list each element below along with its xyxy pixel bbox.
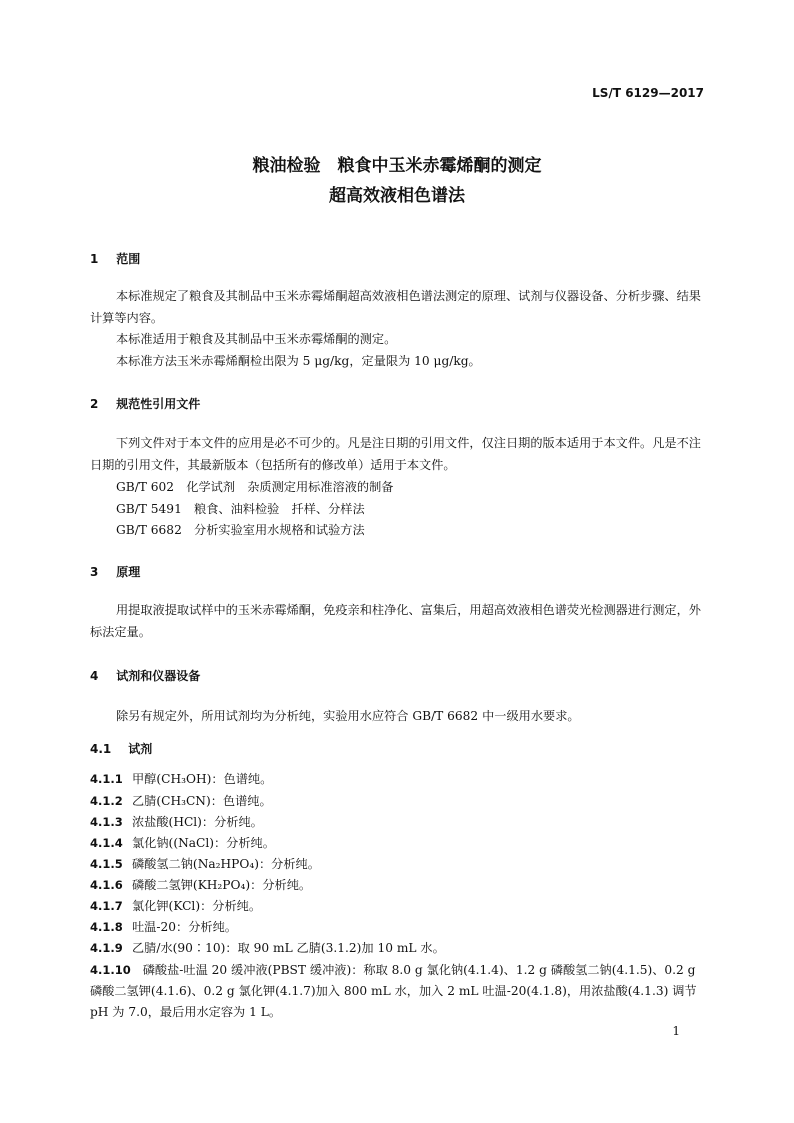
item-number: 4.1.5 <box>90 857 123 871</box>
reagent-item <box>90 855 320 872</box>
subsection-number: 4.1 <box>90 742 112 756</box>
section-heading-principle <box>90 563 140 580</box>
item-number: 4.1.9 <box>90 941 123 955</box>
item-text: 磷酸氢二钠(Na₂HPO₄)：分析纯。 <box>132 857 320 871</box>
reagents-equipment-paragraph: 除另有规定外，所用试剂均为分析纯，实验用水应符合 GB/T 6682 中一级用水要求。 <box>116 709 580 723</box>
section-heading-reagents-equipment <box>90 667 200 684</box>
subsection-title: 试剂 <box>128 742 153 756</box>
item-text: 磷酸二氢钾(KH₂PO₄)：分析纯。 <box>132 878 312 892</box>
item-number: 4.1.3 <box>90 815 123 829</box>
item-number: 4.1.6 <box>90 878 123 892</box>
section-title: 规范性引用文件 <box>116 397 201 411</box>
standard-number: LS/T 6129—2017 <box>592 86 704 100</box>
subsection-heading-reagents <box>90 740 152 757</box>
item-text: 浓盐酸(HCl)：分析纯。 <box>132 815 263 829</box>
scope-paragraph-3: 本标准方法玉米赤霉烯酮检出限为 5 μg/kg，定量限为 10 μg/kg。 <box>116 354 481 368</box>
reagent-item <box>90 918 237 935</box>
reagent-item-buffer <box>90 960 710 1023</box>
reagent-item <box>90 876 311 893</box>
document-title-line1: 粮油检验 粮食中玉米赤霉烯酮的测定 <box>252 156 542 176</box>
page-number: 1 <box>672 1024 680 1038</box>
section-heading-scope <box>90 250 140 267</box>
scope-paragraph-1: 本标准规定了粮食及其制品中玉米赤霉烯酮超高效液相色谱法测定的原理、试剂与仪器设备、分析步骤、结果计算等内容。 <box>90 289 701 325</box>
reagent-item <box>90 939 445 956</box>
normative-references-paragraph: 下列文件对于本文件的应用是必不可少的。凡是注日期的引用文件，仅注日期的版本适用于本文件。凡是不注日期的引用文件，其最新版本（包括所有的修改单）适用于本文件。 <box>90 436 701 472</box>
item-text: 甲醇(CH₃OH)：色谱纯。 <box>132 772 273 786</box>
item-text: 磷酸盐-吐温 20 缓冲液(PBST 缓冲液)：称取 8.0 g 氯化钠(4.1.4)、1.2 g 磷酸氢二钠(4.1.5)、0.2 g 磷酸二氢钾(4.1.6)、0.2 g 氯化钾(4.1.7)加入 800 mL 水，加入 2 mL 吐温-20(4.1.8)，用浓盐酸(4.1.3) 调节 pH 为 7.0，最后用水定容为 1 L。 <box>90 963 697 1019</box>
reference-item: GB/T 6682 分析实验室用水规格和试验方法 <box>116 523 365 537</box>
reagent-item <box>90 792 272 809</box>
reference-item: GB/T 5491 粮食、油料检验 扦样、分样法 <box>116 502 365 516</box>
section-number: 2 <box>90 397 99 411</box>
section-number: 1 <box>90 252 99 266</box>
item-number: 4.1.7 <box>90 899 123 913</box>
principle-paragraph: 用提取液提取试样中的玉米赤霉烯酮，免疫亲和柱净化、富集后，用超高效液相色谱荧光检测器进行测定，外标法定量。 <box>90 603 701 639</box>
item-number: 4.1.4 <box>90 836 123 850</box>
item-number: 4.1.10 <box>90 963 131 977</box>
section-number: 3 <box>90 565 99 579</box>
section-number: 4 <box>90 669 99 683</box>
section-title: 试剂和仪器设备 <box>116 669 201 683</box>
item-text: 吐温-20：分析纯。 <box>132 920 237 934</box>
reagent-item <box>90 813 263 830</box>
item-number: 4.1.2 <box>90 794 123 808</box>
scope-paragraph-2: 本标准适用于粮食及其制品中玉米赤霉烯酮的测定。 <box>116 332 397 346</box>
reagent-item <box>90 897 261 914</box>
item-text: 乙腈(CH₃CN)：色谱纯。 <box>132 794 272 808</box>
section-heading-normative-references <box>90 395 200 412</box>
item-number: 4.1.8 <box>90 920 123 934</box>
item-number: 4.1.1 <box>90 772 123 786</box>
document-title-line2: 超高效液相色谱法 <box>329 186 465 206</box>
reference-item: GB/T 602 化学试剂 杂质测定用标准溶液的制备 <box>116 480 394 494</box>
item-text: 氯化钠((NaCl)：分析纯。 <box>132 836 275 850</box>
reagent-item <box>90 770 272 787</box>
section-title: 原理 <box>116 565 141 579</box>
reagent-item <box>90 834 275 851</box>
item-text: 氯化钾(KCl)：分析纯。 <box>132 899 262 913</box>
item-text: 乙腈/水(90∶10)：取 90 mL 乙腈(3.1.2)加 10 mL 水。 <box>132 941 445 955</box>
section-title: 范围 <box>116 252 141 266</box>
